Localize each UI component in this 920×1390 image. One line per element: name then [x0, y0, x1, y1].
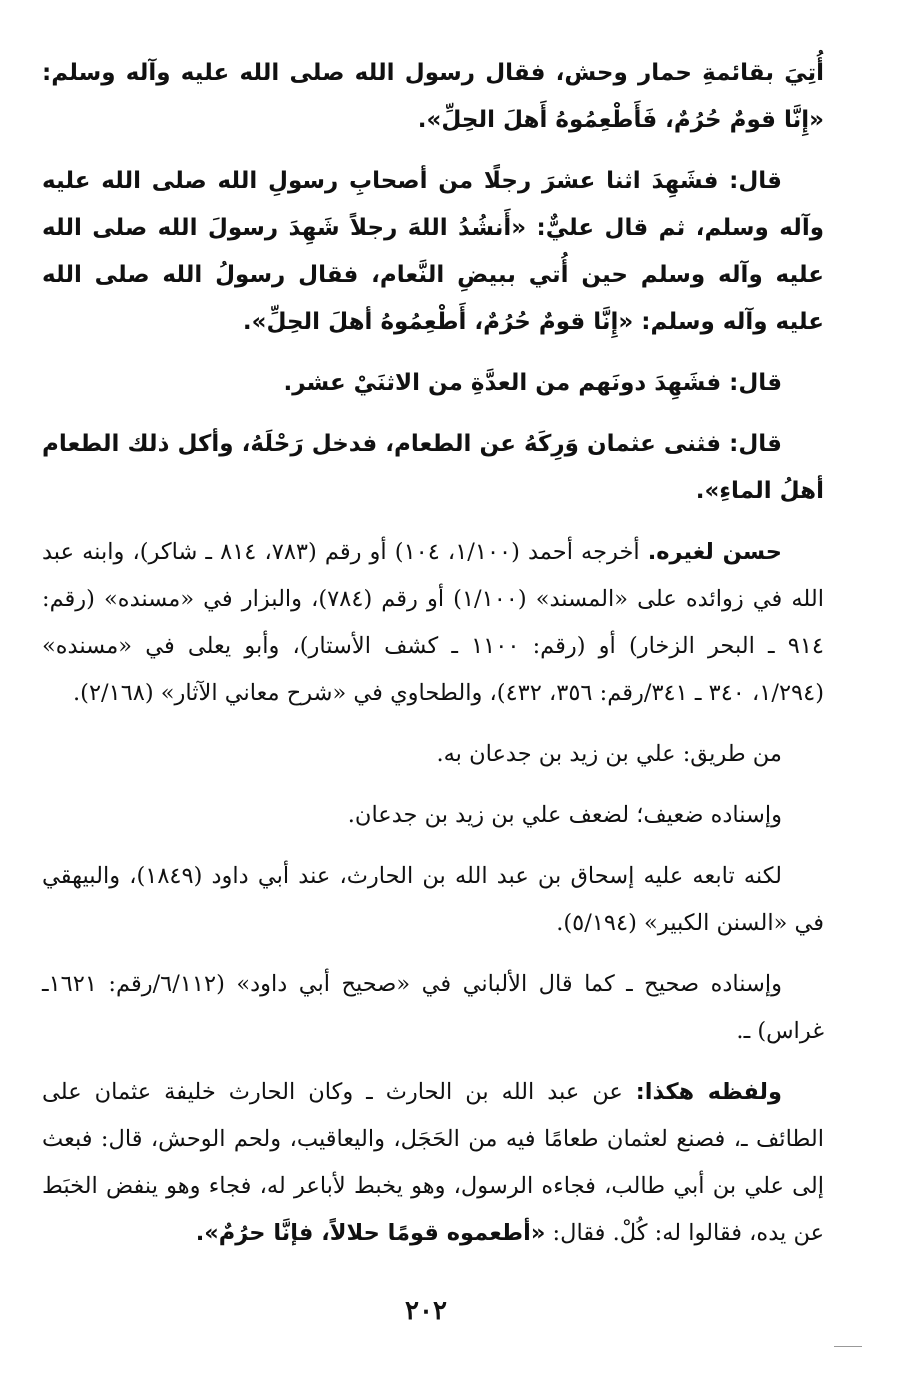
wording-label: ولفظه هكذا: [635, 1079, 782, 1105]
grading-sources-text: أخرجه أحمد (١/١٠٠، ١٠٤) أو رقم (٧٨٣، ٨١٤ ـ شاكر)، وابنه عبد الله في زوائده على «المسند» (١/١٠٠) أو رقم (٧٨٤)، والبزار في «مسنده» (رقم: ٩١٤ ـ البحر الزخار) أو (رقم: ١١٠٠ ـ كشف الأستار)، وأبو يعلى في «مسنده» (١/٢٩٤، ٣٤٠ ـ ٣٤١/رقم: ٣٥٦، ٤٣٢)، والطحاوي في «شرح معاني الآثار» (٢/١٦٨). [42, 539, 825, 706]
paragraph-corroboration: لكنه تابعه عليه إسحاق بن عبد الله بن الحارث، عند أبي داود (١٨٤٩)، والبيهقي في «السنن الكبير» (٥/١٩٤). [42, 863, 824, 936]
paragraph-weakness: وإسناده ضعيف؛ لضعف علي بن زيد بن جدعان. [347, 802, 782, 828]
paragraph-authentication: وإسناده صحيح ـ كما قال الألباني في «صحيح أبي داود» (٦/١١٢/رقم: ١٦٢١ـ غراس) ـ. [42, 971, 824, 1044]
paragraph-hadith-text-3: قال: فشَهِدَ دونَهم من العدَّةِ من الاثنَيْ عشر. [283, 370, 782, 396]
paragraph-hadith-text-2: قال: فشَهِدَ اثنا عشرَ رجلًا من أصحابِ رسولِ الله صلى الله عليه وآله وسلم، ثم قال عليٌّ: «أَنشُدُ اللهَ رجلاً شَهِدَ رسولَ الله صلى الله عليه وآله وسلم حين أُتي ببيضِ النَّعام، فقال رسولُ الله صلى الله عليه وآله وسلم: «إِنَّا قومٌ حُرُمٌ، أَطْعِمُوهُ أهلَ الحِلِّ». [42, 168, 824, 335]
wording-text: عن عبد الله بن الحارث ـ وكان الحارث خليفة عثمان على الطائف ـ، فصنع لعثمان طعامًا فيه من الحَجَل، واليعاقيب، ولحم الوحش، قال: فبعث إلى علي بن أبي طالب، فجاءه الرسول، وهو يخبط لأباعر له، فجاء وهو ينفض الخبَط عن يده، فقالوا له: كُلْ. فقال: [42, 1079, 824, 1246]
grading-label: حسن لغيره. [647, 539, 782, 565]
scan-mark [834, 1346, 862, 1347]
paragraph-chain: من طريق: علي بن زيد بن جدعان به. [436, 741, 782, 767]
paragraph-wording [42, 1069, 824, 1257]
paragraph-hadith-text-4: قال: فثنى عثمان وَرِكَهُ عن الطعام، فدخل رَحْلَهُ، وأكل ذلك الطعام أهلُ الماءِ». [42, 431, 824, 504]
paragraph-grading [42, 529, 824, 717]
document-page [42, 50, 824, 1271]
wording-final-quote: «أطعموه قومًا حلالاً، فإنَّا حرُمٌ». [195, 1220, 546, 1246]
page-number: ٢٠٢ [405, 1296, 447, 1326]
paragraph-hadith-text-1: أُتِيَ بقائمةِ حمار وحش، فقال رسول الله صلى الله عليه وآله وسلم: «إِنَّا قومٌ حُرُمٌ، فَأَطْعِمُوهُ أَهلَ الحِلِّ». [42, 60, 824, 133]
